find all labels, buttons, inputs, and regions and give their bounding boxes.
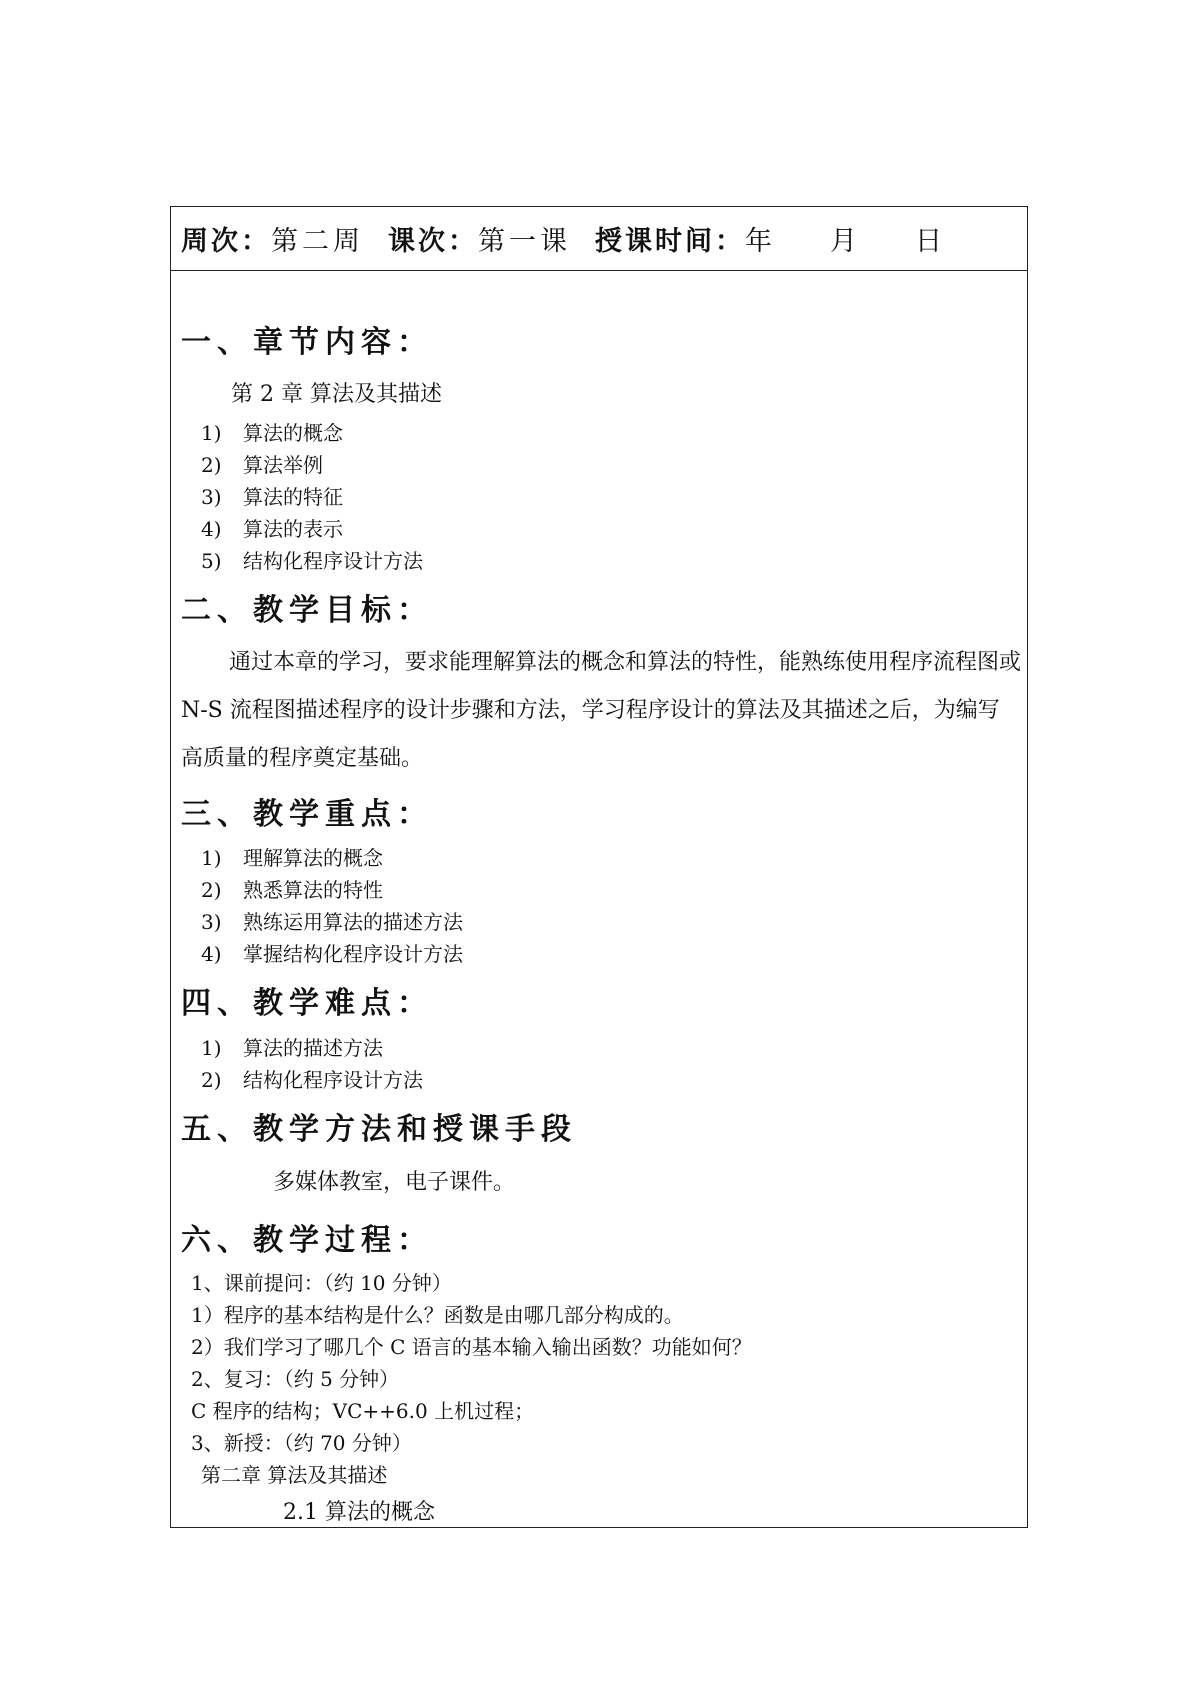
list-item: 2) 算法举例 [201,453,323,477]
process-line: 3、新授：（约 70 分钟） [191,1431,412,1455]
header-row [171,207,1027,271]
week-value: 第二周 [271,226,364,257]
section-1-title: 一、章节内容： [181,325,433,360]
section-5-title: 五、教学方法和授课手段 [181,1112,577,1147]
process-line: 第二章 算法及其描述 [201,1463,388,1487]
lesson-label: 课次： [388,226,478,257]
list-item: 1) 理解算法的概念 [201,846,383,870]
list-item: 1) 算法的描述方法 [201,1036,383,1060]
chapter-line: 第 2 章 算法及其描述 [231,382,442,407]
lesson-value: 第一课 [478,226,571,257]
process-line: 2、复习：（约 5 分钟） [191,1367,400,1391]
list-item: 3) 熟练运用算法的描述方法 [201,910,463,934]
objective-paragraph: 通过本章的学习，要求能理解算法的概念和算法的特性，能熟练使用程序流程图或 N-S 流程图描述程序的设计步骤和方法，学习程序设计的算法及其描述之后，为编写高质量的程序奠定基础。 [181,650,1022,771]
time-label: 授课时间： [595,226,745,257]
process-line: 1）程序的基本结构是什么？函数是由哪几部分构成的。 [191,1303,684,1327]
month-label: 月 [830,226,857,257]
list-item: 1) 算法的概念 [201,421,343,445]
process-line: 2）我们学习了哪几个 C 语言的基本输入输出函数？功能如何？ [191,1335,752,1359]
day-label: 日 [915,226,942,257]
method-text: 多媒体教室，电子课件。 [273,1170,516,1195]
process-line: C 程序的结构；VC++6.0 上机过程； [191,1399,535,1423]
list-item: 4) 算法的表示 [201,517,343,541]
list-item: 4) 掌握结构化程序设计方法 [201,942,463,966]
week-label: 周次： [181,226,271,257]
list-item: 5) 结构化程序设计方法 [201,549,423,573]
year-label: 年 [745,226,772,257]
section-3-title: 三、教学重点： [181,797,433,832]
list-item: 2) 结构化程序设计方法 [201,1068,423,1092]
section-4-title: 四、教学难点： [181,986,433,1021]
process-line: 1、课前提问：（约 10 分钟） [191,1271,452,1295]
subheading: 2.1 算法的概念 [283,1500,435,1525]
list-item: 3) 算法的特征 [201,485,343,509]
section-2-title: 二、教学目标： [181,593,433,628]
section-6-title: 六、教学过程： [181,1223,433,1258]
lesson-plan-frame [170,206,1028,1528]
list-item: 2) 熟悉算法的特性 [201,878,383,902]
